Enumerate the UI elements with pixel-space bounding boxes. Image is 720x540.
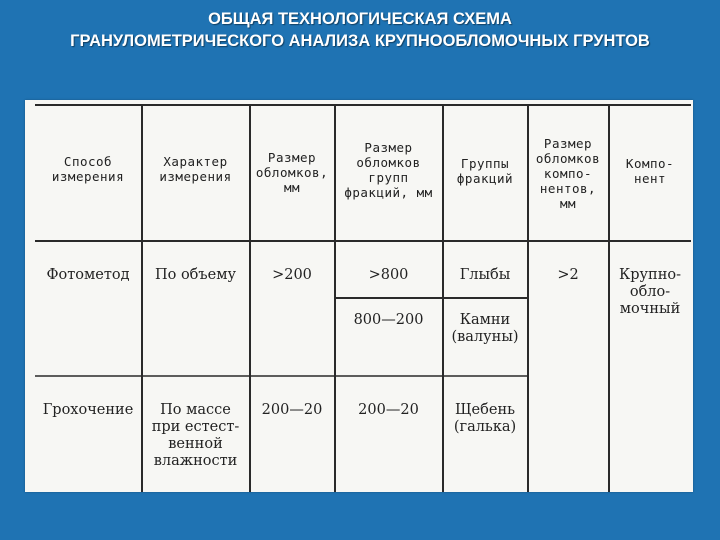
header-fraction-groups: Группы фракций [456, 156, 514, 186]
header-component-size: Размер обломков компо- нентов, мм [535, 136, 601, 211]
method-row-divider [35, 375, 527, 377]
row1-group-2: Камни (валуны) [451, 312, 519, 345]
table-top-border [35, 104, 691, 106]
header-bottom-border [35, 240, 691, 242]
slide-title-line-1: ОБЩАЯ ТЕХНОЛОГИЧЕСКАЯ СХЕМА [208, 10, 512, 28]
row2-group-size: 200—20 [358, 402, 419, 418]
row1-group-size-1: >800 [368, 267, 409, 283]
header-fragment-size: Размер обломков, мм [255, 150, 329, 195]
row1-method: Фотометод [46, 267, 130, 283]
slide-title [0, 8, 720, 52]
row2-method: Грохочение [42, 402, 134, 418]
row1-component-size: >2 [557, 267, 579, 283]
header-component: Компо- нент [625, 156, 675, 186]
row1-component: Крупно- обло- мочный [619, 267, 681, 317]
slide-title-line-2: ГРАНУЛОМЕТРИЧЕСКОГО АНАЛИЗА КРУПНООБЛОМОЧНЫХ ГРУНТОВ [70, 32, 650, 50]
row2-character: По массе при естест- венной влажности [151, 402, 240, 469]
header-group-fragment-size: Размер обломков групп фракций, мм [344, 140, 433, 200]
row2-size: 200—20 [261, 402, 323, 418]
row1-size: >200 [272, 267, 312, 283]
row1-group-size-2: 800—200 [353, 312, 424, 328]
row1-group-1: Глыбы [459, 267, 511, 283]
header-character: Характер измерения [159, 154, 232, 184]
row2-group: Щебень (галька) [453, 402, 517, 435]
row1-character: По объему [154, 267, 237, 283]
header-method: Способ измерения [51, 154, 125, 184]
group-row-divider [334, 297, 527, 299]
scanned-table [25, 100, 693, 492]
